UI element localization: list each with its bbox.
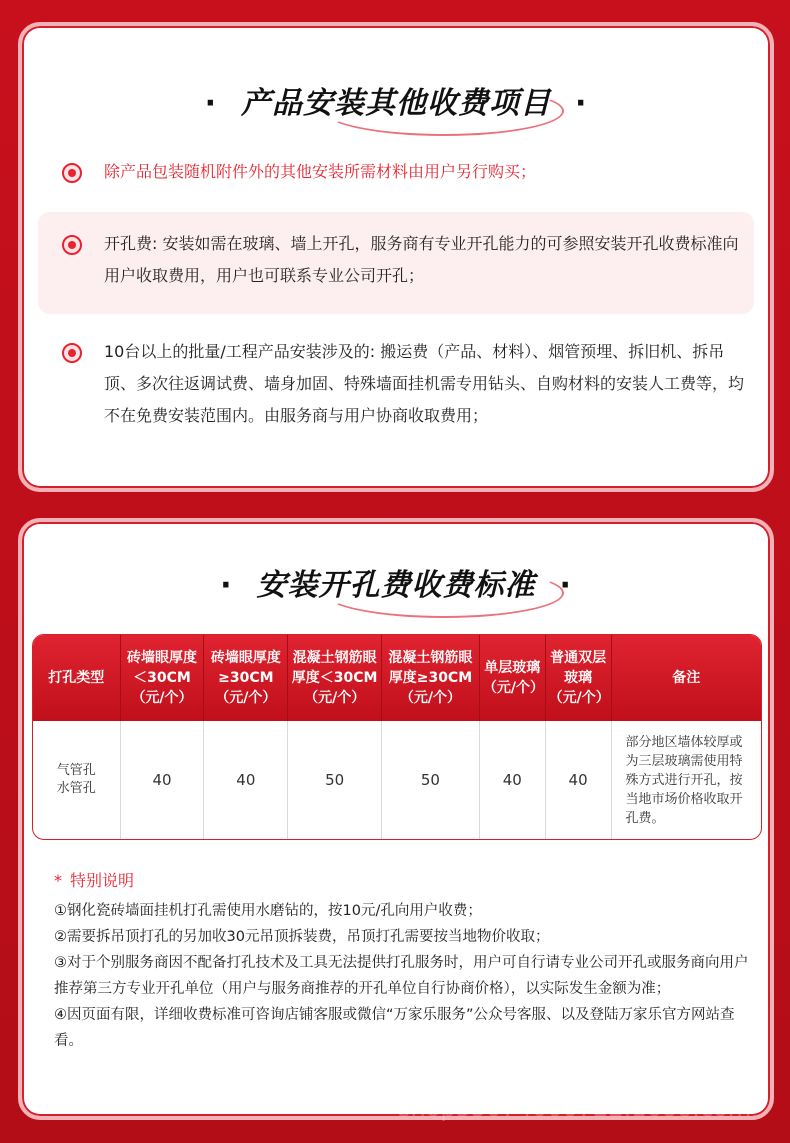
fee-item-text: 除产品包装随机附件外的其他安装所需材料由用户另行购买； [104, 162, 537, 181]
table-header-row [33, 635, 761, 721]
title-dot-left: · [220, 568, 233, 603]
note-line: ②需要拆吊顶打孔的另加收30元吊顶拆装费，吊顶打孔需要按当地物价收取； [54, 929, 550, 945]
header-brick-thin: 砖墙眼厚度＜30CM（元/个） [121, 635, 205, 721]
cell-price: 40 [480, 721, 546, 839]
cell-price: 40 [121, 721, 205, 839]
drilling-fee-table [32, 634, 762, 840]
header-single-glass: 单层玻璃（元/个） [480, 635, 546, 721]
header-brick-thick: 砖墙眼厚度≥30CM（元/个） [204, 635, 288, 721]
title-dot-right: · [559, 568, 572, 603]
fee-item-text: 开孔费: 安装如需在玻璃、墙上开孔，服务商有专业开孔能力的可参照安装开孔收费标准向用户收取费用，用户也可联系专业公司开孔； [104, 234, 739, 285]
cell-remark: 部分地区墙体较厚或为三层玻璃需使用特殊方式进行开孔，按当地市场价格收取开孔费。 [625, 734, 743, 826]
fee-item-text: 10台以上的批量/工程产品安装涉及的: 搬运费（产品、材料）、烟管预埋、拆旧机、拆吊顶、多次往返调试费、墙身加固、特殊墙面挂机需专用钻头、自购材料的安装人工费等，均不在免费安装范围内。由服务商与用户协商收取费用； [104, 342, 745, 425]
notes-title-text: 特别说明 [70, 871, 135, 890]
header-concrete-thick: 混凝土钢筋眼厚度≥30CM（元/个） [382, 635, 480, 721]
table-row [33, 721, 761, 839]
title-dot-left: · [204, 86, 217, 121]
header-concrete-thin: 混凝土钢筋眼厚度＜30CM（元/个） [288, 635, 382, 721]
section-title-other-fees [22, 78, 770, 122]
cell-price: 40 [546, 721, 612, 839]
title-text: 产品安装其他收费项目 [241, 86, 551, 121]
title-text: 安装开孔费收费标准 [256, 568, 536, 603]
cell-price: 40 [204, 721, 288, 839]
special-notes [54, 868, 754, 1054]
fee-item-bulk [50, 336, 750, 432]
bullet-icon [62, 235, 82, 255]
asterisk-icon: * [54, 871, 62, 890]
note-line: ③对于个别服务商因不配备打孔技术及工具无法提供打孔服务时，用户可自行请专业公司开孔或服务商向用户推荐第三方专业开孔单位（用户与服务商推荐的开孔单位自行协商价格），以实际发生金额为准； [54, 955, 749, 997]
decorative-swoosh [324, 86, 564, 136]
bullet-icon [62, 163, 82, 183]
title-dot-right: · [575, 86, 588, 121]
cell-price: 50 [288, 721, 382, 839]
drilling-fee-card [18, 518, 774, 1120]
section-title-drilling-fees [22, 560, 770, 604]
decorative-swoosh [324, 568, 564, 618]
note-line: ①钢化瓷砖墙面挂机打孔需使用水磨钻的，按10元/孔向用户收费； [54, 903, 482, 919]
watermark: shop35074000722.1688.com [398, 1094, 752, 1122]
other-fees-card [18, 22, 774, 492]
header-remark: 备注 [612, 635, 761, 721]
notes-title [54, 868, 754, 894]
cell-price: 50 [382, 721, 480, 839]
note-line: ④因页面有限，详细收费标准可咨询店铺客服或微信“万家乐服务”公众号客服、以及登陆万家乐官方网站查看。 [54, 1007, 735, 1049]
fee-item-drilling [38, 212, 754, 314]
header-hole-type: 打孔类型 [33, 635, 121, 721]
header-double-glass: 普通双层玻璃（元/个） [546, 635, 612, 721]
bullet-icon [62, 343, 82, 363]
cell-hole-type: 气管孔 水管孔 [33, 721, 121, 839]
fee-item-materials [50, 156, 750, 188]
